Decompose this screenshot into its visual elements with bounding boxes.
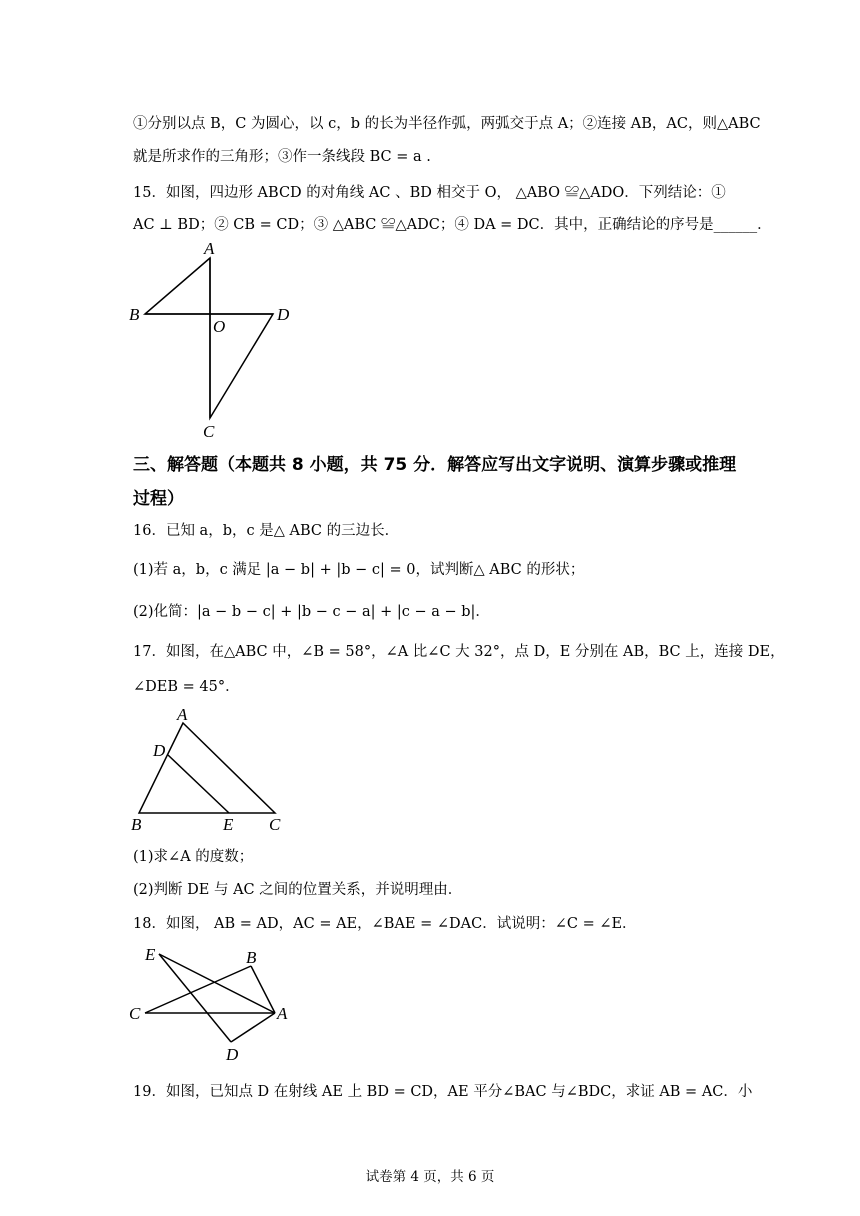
label-b: B xyxy=(131,815,142,834)
segment-ea xyxy=(159,954,275,1013)
label-e: E xyxy=(145,945,156,964)
figure-15-kite xyxy=(125,238,305,443)
figure-17-triangle xyxy=(125,705,295,835)
question-17-part-1: (1)求∠A 的度数； xyxy=(133,849,254,865)
question-19: 19．如图，已知点 D 在射线 AE 上 BD = CD，AE 平分∠BAC 与∠BDC，求证 AB = AC．小 xyxy=(133,1084,753,1100)
label-c: C xyxy=(203,422,215,441)
kite-outline xyxy=(145,258,273,418)
question-17-stem: 17．如图，在△ABC 中，∠B = 58°，∠A 比∠C 大 32°，点 D，E 分别在 AB，BC 上，连接 DE， xyxy=(133,644,785,660)
label-o: O xyxy=(213,317,226,336)
label-c: C xyxy=(129,1004,141,1023)
segment-ed xyxy=(159,954,231,1042)
question-15-options: AC ⊥ BD；② CB = CD；③ △ABC ≌△ADC；④ DA = DC．其中，正确结论的序号是______． xyxy=(133,217,772,233)
figure-18 xyxy=(125,942,300,1067)
question-16-part-1: (1)若 a，b，c 满足 |a − b| + |b − c| = 0，试判断△ ABC 的形状； xyxy=(133,562,585,578)
segment-ba xyxy=(251,966,275,1013)
section-3-heading-cont: 过程） xyxy=(133,489,184,509)
label-a: A xyxy=(177,705,188,724)
label-d: D xyxy=(226,1045,239,1064)
page-footer: 试卷第 4 页，共 6 页 xyxy=(365,1169,495,1185)
label-e: E xyxy=(223,815,234,834)
segment-de xyxy=(168,755,229,813)
label-d: D xyxy=(153,741,166,760)
label-c: C xyxy=(269,815,281,834)
label-d: D xyxy=(277,305,290,324)
question-17-part-2: (2)判断 DE 与 AC 之间的位置关系，并说明理由． xyxy=(133,882,463,898)
question-17-stem-cont: ∠DEB = 45°． xyxy=(133,679,240,695)
label-b: B xyxy=(246,948,257,967)
line-construction-steps: ①分别以点 B，C 为圆心，以 c，b 的长为半径作弧，两弧交于点 A；②连接 AB，AC，则△ABC xyxy=(133,116,761,132)
label-a: A xyxy=(277,1004,288,1023)
question-16: 16．已知 a，b，c 是△ ABC 的三边长． xyxy=(133,523,400,539)
question-16-part-2: (2)化简：|a − b − c| + |b − c − a| + |c − a − b|． xyxy=(133,604,490,620)
label-a: A xyxy=(204,239,215,258)
line-construction-end: 就是所求作的三角形；③作一条线段 BC = a . xyxy=(133,149,431,165)
question-15-stem: 15．如图，四边形 ABCD 的对角线 AC 、BD 相交于 O， △ABO ≌△ADO．下列结论：① xyxy=(133,185,726,201)
segment-da xyxy=(231,1013,275,1042)
section-3-heading: 三、解答题（本题共 8 小题，共 75 分．解答应写出文字说明、演算步骤或推理 xyxy=(133,455,737,475)
label-b: B xyxy=(129,305,140,324)
triangle-abc xyxy=(139,723,275,813)
question-18: 18．如图， AB = AD，AC = AE，∠BAE = ∠DAC．试说明：∠C = ∠E． xyxy=(133,916,637,932)
